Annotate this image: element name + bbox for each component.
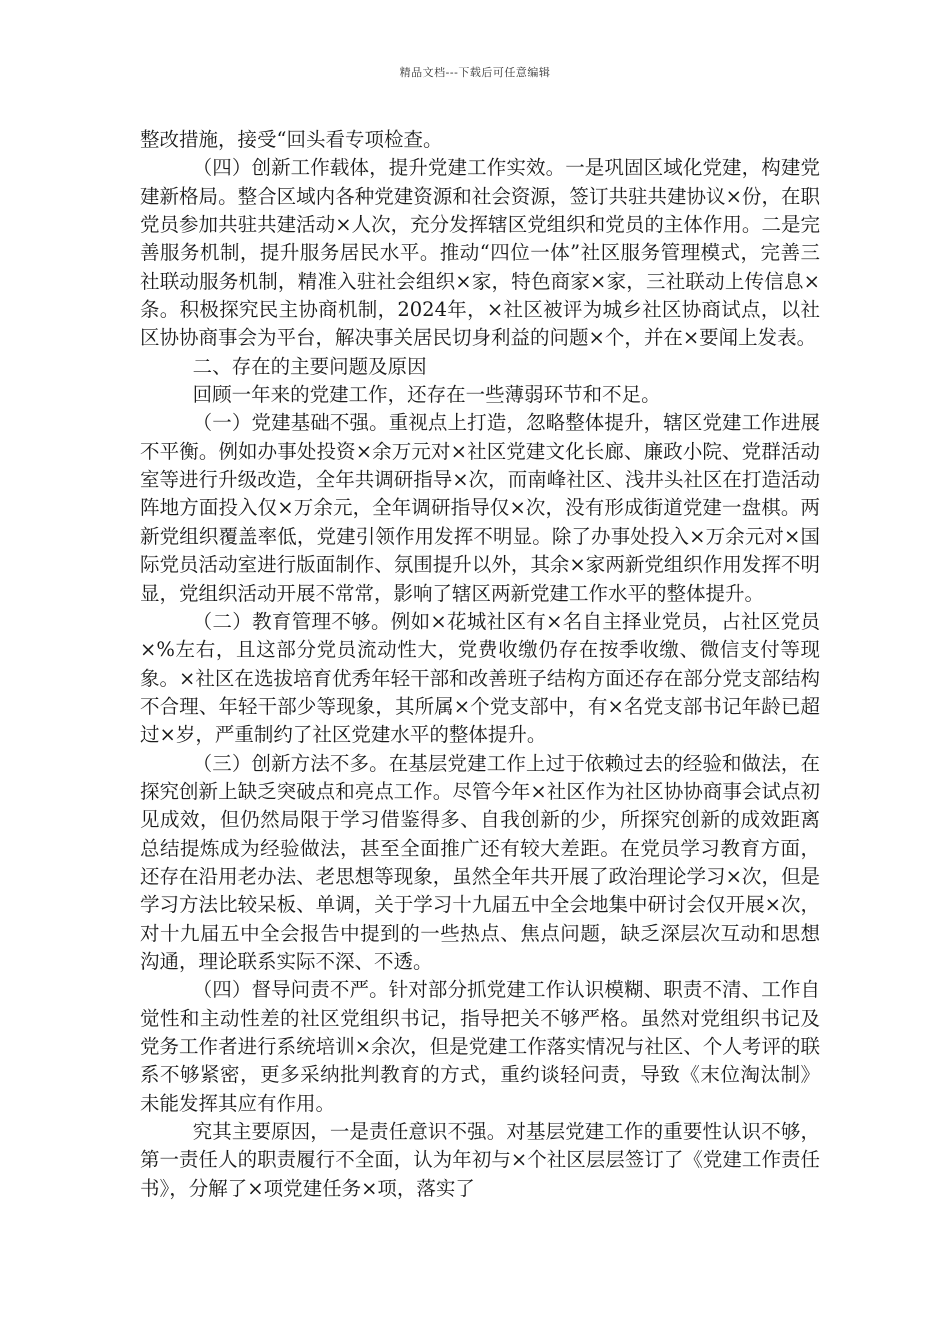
paragraph-main-causes: 究其主要原因，一是责任意识不强。对基层党建工作的重要性认识不够，第一责任人的职责履行不全面，认为年初与×个社区层层签订了《党建工作责任书》，分解了×项党建任务×项，落实了 [140, 1120, 820, 1200]
paragraph-education-management: （二）教育管理不够。例如×花城社区有×名自主择业党员，占社区党员×%左右，且这部分党员流动性大，党费收缴仍存在按季收缴、微信支付等现象。×社区在选拔培育优秀年轻干部和改善班子结构方面还存在部分党支部结构不合理、年轻干部少等现象，其所属×个党支部中，有×名党支部书记年龄已超过×岁，严重制约了社区党建水平的整体提升。 [140, 609, 820, 747]
paragraph-continuation: 整改措施，接受“回头看专项检查。 [140, 128, 443, 151]
paragraph-innovation-carrier: （四）创新工作载体，提升党建工作实效。一是巩固区域化党建，构建党建新格局。整合区域内各种党建资源和社会资源，签订共驻共建协议×份，在职党员参加共驻共建活动×人次，充分发挥辖区党组织和党员的主体作用。二是完善服务机制，提升服务居民水平。推动“四位一体”社区服务管理模式，完善三社联动服务机制，精准入驻社会组织×家，特色商家×家，三社联动上传信息×条。积极探究民主协商机制，2024年，×社区被评为城乡社区协商试点，以社区协协商事会为平台，解决事关居民切身利益的问题×个，并在×要闻上发表。 [140, 156, 820, 350]
document-body [140, 126, 820, 1203]
paragraph-review: 回顾一年来的党建工作，还存在一些薄弱环节和不足。 [192, 383, 661, 407]
paragraph-supervision: （四）督导问责不严。针对部分抓党建工作认识模糊、职责不清、工作自觉性和主动性差的社区党组织书记，指导把关不够严格。虽然对党组织书记及党务工作者进行系统培训×余次，但是党建工作落实情况与社区、个人考评的联系不够紧密，更多采纳批判教育的方式，重约谈轻问责，导致《末位淘汰制》未能发挥其应有作用。 [140, 978, 820, 1115]
paragraph-innovation-methods: （三）创新方法不多。在基层党建工作上过于依赖过去的经验和做法，在探究创新上缺乏突破点和亮点工作。尽管今年×社区作为社区协协商事会试点初见成效，但仍然局限于学习借鉴得多、自我创新的少，所探究创新的成效距离总结提炼成为经验做法，甚至全面推广还有较大差距。在党员学习教育方面，还存在沿用老办法、老思想等现象，虽然全年共开展了政治理论学习×次，但是学习方法比较呆板、单调，关于学习十九届五中全会地集中研讨会仅开展×次，对十九届五中全会报告中提到的一些热点、焦点问题，缺乏深层次互动和思想沟通，理论联系实际不深、不透。 [140, 751, 820, 973]
page-header: 精品文档---下载后可任意编辑 [399, 66, 551, 79]
paragraph-weak-foundation: （一）党建基础不强。重视点上打造，忽略整体提升，辖区党建工作进展不平衡。例如办事处投资×余万元对×社区党建文化长廊、廉政小院、党群活动室等进行升级改造，全年共调研指导×次，而南峰社区、浅井头社区在打造活动阵地方面投入仅×万余元，全年调研指导仅×次，没有形成街道党建一盘棋。两新党组织覆盖率低，党建引领作用发挥不明显。除了办事处投入×万余元对×国际党员活动室进行版面制作、氛围提升以外，其余×家两新党组织作用发挥不明显，党组织活动开展不常常，影响了辖区两新党建工作水平的整体提升。 [140, 411, 820, 605]
section-heading-problems: 二、存在的主要问题及原因 [192, 354, 427, 378]
